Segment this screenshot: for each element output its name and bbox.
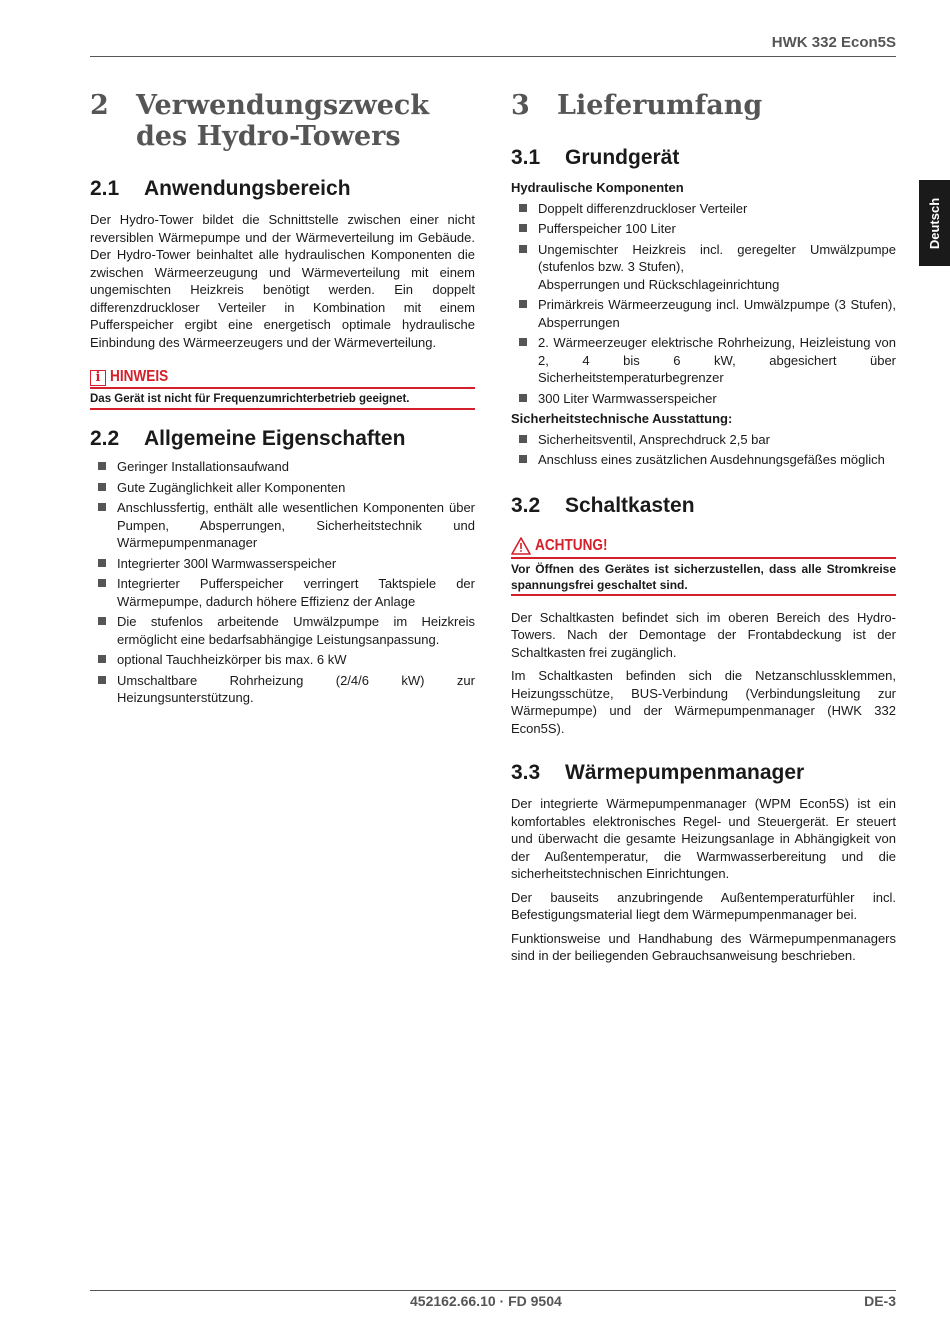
section-number: 3.3 — [511, 761, 541, 784]
section-title: Allgemeine Eigenschaften — [144, 427, 406, 450]
section-title: Wärmepumpenmanager — [565, 761, 805, 784]
section-3-3-heading — [511, 760, 896, 786]
section-number: 2.1 — [90, 177, 120, 200]
chapter-title: Verwendungszweck des Hydro-Towers — [136, 90, 430, 152]
info-icon: i — [90, 370, 106, 386]
header-title: HWK 332 Econ5S — [771, 34, 896, 51]
list-item: Integrierter Pufferspeicher verringert Taktspiele der Wärmepumpe, dadurch höhere Effizienz der Anlage — [90, 575, 475, 610]
achtung-header — [511, 537, 620, 555]
section-2-1-heading — [90, 176, 475, 202]
hinweis-text: Das Gerät ist nicht für Frequenzumrichterbetrieb geeignet. — [90, 393, 410, 405]
footer-code: 452162.66.10 · FD 9504 — [410, 1293, 562, 1309]
chapter-3-heading — [511, 90, 896, 121]
section-3-3-paragraph-3: Funktionsweise und Handhabung des Wärmepumpenmanagers sind in der beiliegenden Gebrauchsanweisung beschrieben. — [511, 930, 896, 963]
header-rule — [90, 56, 896, 57]
section-3-2-paragraph-2: Im Schaltkasten befinden sich die Netzanschlussklemmen, Heizungsschütze, BUS-Verbindung (Verbindungsleitung zur Wärmepumpe) und der Wärmepumpenmanager (HWK 332 Econ5S). — [511, 668, 896, 736]
hinweis-label: HINWEIS — [110, 368, 169, 385]
list-item-text: Ungemischter Heizkreis incl. geregelter Umwälzpumpe (stufenlos bzw. 3 Stufen), — [538, 241, 896, 274]
section-3-2-heading — [511, 493, 896, 519]
footer-page-number: DE-3 — [864, 1293, 896, 1309]
list-item: Primärkreis Wärmeerzeugung incl. Umwälzpumpe (3 Stufen), Absperrungen — [511, 296, 896, 331]
section-3-3-paragraph-2: Der bauseits anzubringende Außentemperaturfühler incl. Befestigungsmaterial liegt dem Wärmepumpenmanager bei. — [511, 889, 896, 922]
left-column — [90, 90, 475, 710]
safety-subheading: Sicherheitstechnische Ausstattung: — [511, 411, 733, 426]
list-item: Die stufenlos arbeitende Umwälzpumpe im Heizkreis ermöglicht eine bedarfsabhängige Leistungsanpassung. — [90, 613, 475, 648]
safety-list — [511, 431, 896, 469]
properties-list — [90, 458, 475, 707]
list-item: Geringer Installationsaufwand — [90, 458, 475, 476]
section-3-2-paragraph-1: Der Schaltkasten befindet sich im oberen Bereich des Hydro-Towers. Nach der Demontage der Frontabdeckung ist der Schaltkasten frei zugänglich. — [511, 609, 896, 660]
section-title: Grundgerät — [565, 146, 680, 169]
chapter-title: Lieferumfang — [557, 90, 763, 121]
hydraulic-subheading: Hydraulische Komponenten — [511, 180, 684, 195]
list-item: Doppelt differenzdruckloser Verteiler — [511, 200, 896, 218]
hinweis-header — [90, 368, 178, 386]
list-item: Anschluss eines zusätzlichen Ausdehnungsgefäßes möglich — [511, 451, 896, 469]
section-number: 3.2 — [511, 493, 541, 517]
list-item: 300 Liter Warmwasserspeicher — [511, 390, 896, 408]
footer-rule — [90, 1290, 896, 1291]
hydraulic-list — [511, 200, 896, 408]
chapter-number: 3 — [511, 90, 530, 121]
list-item: 2. Wärmeerzeuger elektrische Rohrheizung, Heizleistung von 2, 4 bis 6 kW, abgesichert über Sicherheitstemperaturbegrenzer — [511, 334, 896, 387]
section-title: Schaltkasten — [565, 493, 695, 517]
list-item: Umschaltbare Rohrheizung (2/4/6 kW) zur Heizungsunterstützung. — [90, 672, 475, 707]
list-item: optional Tauchheizkörper bis max. 6 kW — [90, 651, 475, 669]
chapter-number: 2 — [90, 90, 109, 121]
section-2-2-heading — [90, 426, 475, 452]
section-3-3-paragraph-1: Der integrierte Wärmepumpenmanager (WPM Econ5S) ist ein komfortables elektronisches Regel- und Steuergerät. Er steuert und überwacht die gesamte Heizungsanlage in Abhängigkeit von der Außentemperatur, die Warmwasserbereitung und die sicherheitstechnischen Einrichtungen. — [511, 796, 896, 881]
chapter-2-heading — [90, 90, 475, 154]
language-tab — [919, 180, 950, 266]
section-2-1-text: Der Hydro-Tower bildet die Schnittstelle zwischen einer nicht reversiblen Wärmepumpe und der Wärmeverteilung im Gebäude. Der Hydro-Tower beinhaltet alle hydraulischen Komponenten die zwischen Wärmeerzeugung und Wärmeverteilung mit einem ungemischten Heizkreis benötigt werden. Ein doppelt differenzdruckloser Verteiler in Kombination mit einem Pufferspeicher ergibt eine energetisch optimale hydraulische Einbindung des Wärmeerzeugers und der Wärmeverteilung. — [90, 212, 475, 350]
section-3-1-heading — [511, 145, 896, 171]
section-number: 3.1 — [511, 146, 541, 169]
list-item: Integrierter 300l Warmwasserspeicher — [90, 555, 475, 573]
section-title: Anwendungsbereich — [144, 177, 351, 200]
right-column — [511, 90, 896, 965]
list-item: Anschlussfertig, enthält alle wesentlichen Komponenten über Pumpen, Absperrungen, Sicherheitstechnik und Wärmepumpenmanager — [90, 499, 475, 552]
list-item: Sicherheitsventil, Ansprechdruck 2,5 bar — [511, 431, 896, 449]
achtung-text: Vor Öffnen des Gerätes ist sicherzustellen, dass alle Stromkreise spannungsfrei geschaltet sind. — [511, 561, 896, 592]
list-item — [511, 241, 896, 294]
language-tab-label: Deutsch — [927, 197, 943, 249]
list-item: Pufferspeicher 100 Liter — [511, 220, 896, 238]
section-number: 2.2 — [90, 427, 120, 450]
achtung-notice — [511, 536, 896, 596]
list-item-text-line2: Absperrungen und Rückschlageinrichtung — [538, 276, 780, 292]
achtung-label: ACHTUNG! — [535, 536, 608, 554]
hinweis-notice — [90, 368, 475, 410]
list-item: Gute Zugänglichkeit aller Komponenten — [90, 479, 475, 497]
warning-icon — [511, 537, 531, 555]
